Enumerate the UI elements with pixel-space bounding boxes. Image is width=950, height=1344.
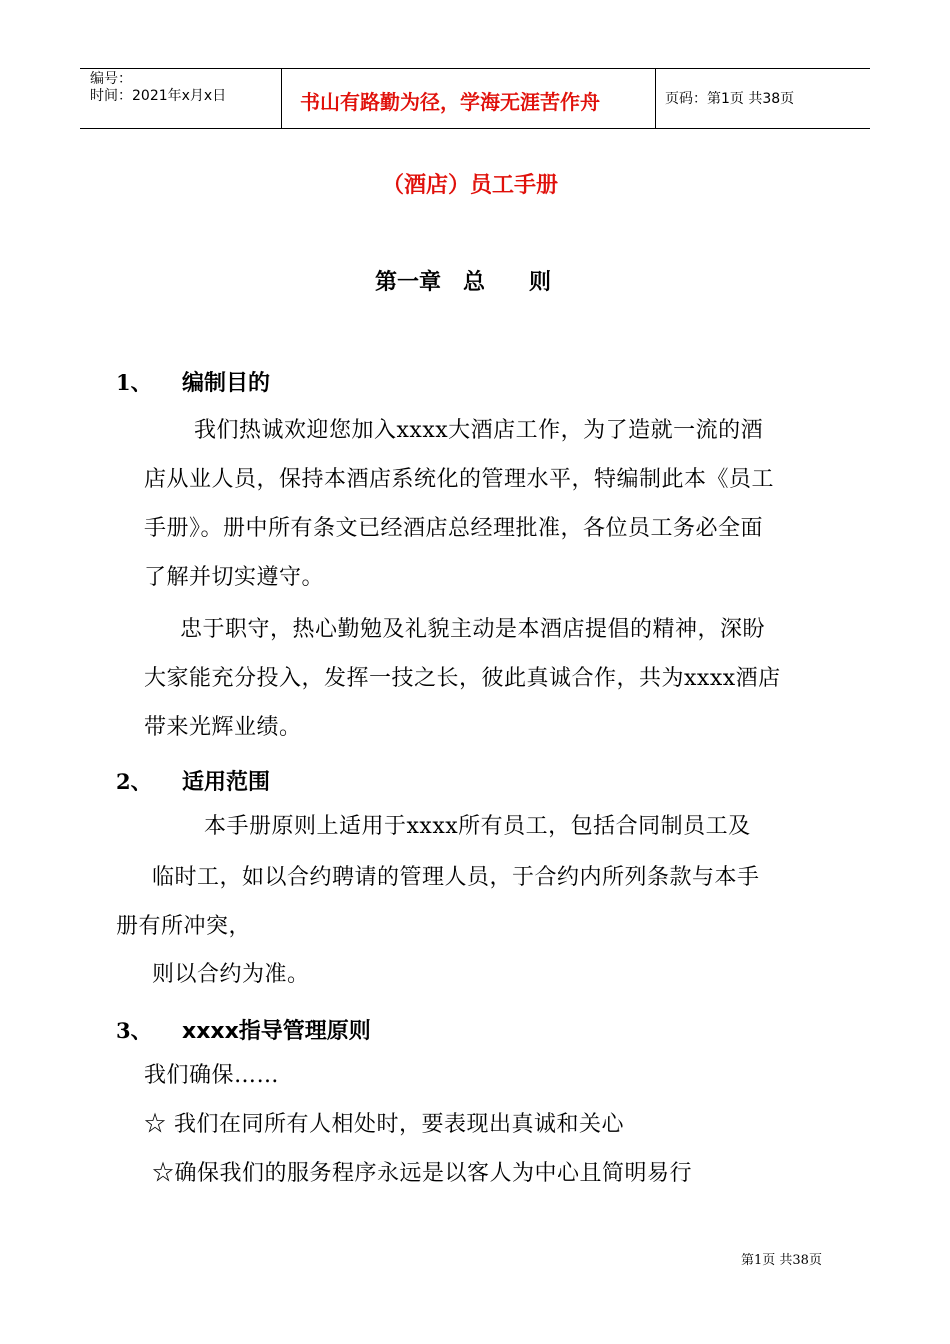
header-divider-1 [281,68,282,128]
chapter-heading: 第一章 总 则 [375,270,552,295]
header-top-border [80,68,870,69]
section-number: 2、 [116,769,152,794]
header-divider-2 [655,68,656,128]
paragraph-line: 店从业人员，保持本酒店系统化的管理水平，特编制此本《员工 [144,467,775,492]
paragraph-line: 临时工，如以合约聘请的管理人员，于合约内所列条款与本手 [152,865,760,890]
paragraph-line: 忠于职守，热心勤勉及礼貌主动是本酒店提倡的精神，深盼 [180,617,766,642]
section-title: 适用范围 [182,770,271,795]
paragraph-line: 大家能充分投入，发挥一技之长，彼此真诚合作，共为xxxx酒店 [144,666,781,691]
header-motto: 书山有路勤为径，学海无涯苦作舟 [300,90,600,114]
paragraph-line: 本手册原则上适用于xxxx所有员工，包括合同制员工及 [204,814,751,839]
list-item: ☆确保我们的服务程序永远是以客人为中心且简明易行 [152,1161,693,1186]
header-page-info: 页码：第1页 共38页 [665,91,795,107]
paragraph-line: 则以合约为准。 [152,962,310,987]
paragraph-line: 我们热诚欢迎您加入xxxx大酒店工作，为了造就一流的酒 [194,418,764,443]
section-title: xxxx指导管理原则 [182,1019,371,1044]
paragraph-line: 带来光辉业绩。 [144,715,302,740]
section-number: 3、 [116,1018,152,1043]
header-number-label: 编号： [90,71,132,87]
paragraph-line: 册有所冲突， [116,914,252,939]
header-bottom-border [80,128,870,129]
paragraph-line: 了解并切实遵守。 [144,565,325,590]
section-number: 1、 [116,370,152,395]
paragraph-line: 手册》。册中所有条文已经酒店总经理批准，各位员工务必全面 [144,516,764,541]
section-title: 编制目的 [182,371,271,396]
header-time-label: 时间：2021年x月x日 [90,88,227,104]
paragraph-line: 我们确保…… [144,1063,280,1088]
document-title: （酒店）员工手册 [382,173,559,198]
list-item: ☆ 我们在同所有人相处时，要表现出真诚和关心 [144,1112,624,1137]
footer-page-number: 第1页 共38页 [741,1253,822,1268]
